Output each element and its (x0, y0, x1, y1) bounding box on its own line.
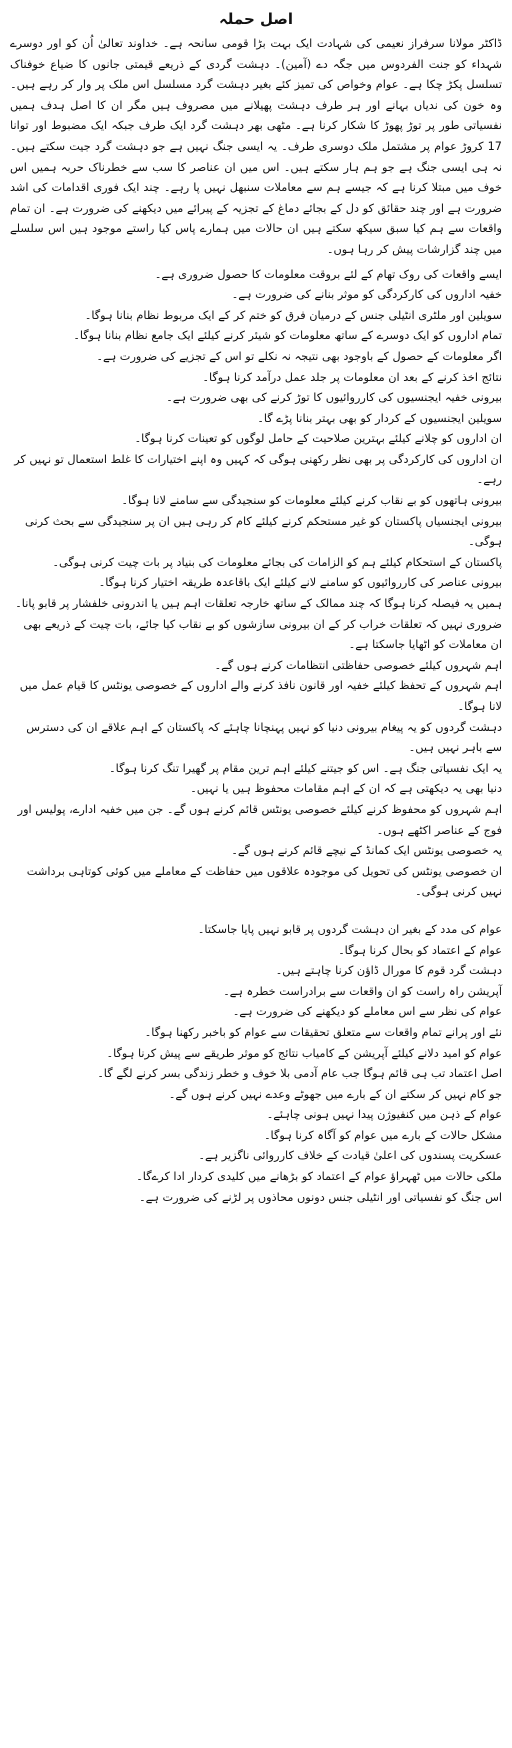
recommendation-10: ان اداروں کی کارکردگی پر بھی نظر رکھنی ہوگی کہ کہیں وہ اپنے اختیارات کا غلط استعمال تو نہیں کر رہے۔ (14, 452, 502, 487)
recommendation-3: سویلین اور ملٹری انٹیلی جنس کے درمیان فرق کو ختم کر کے ایک مربوط نظام بنانا ہوگا۔ (84, 308, 502, 322)
recommendation-19: دہشت گردوں کو یہ پیغام بیرونی دنیا کو نہیں پہنچانا چاہئے کہ پاکستان کے اہم علاقے ان کی دسترس سے باہر نہیں ہیں۔ (26, 720, 502, 755)
recommendation-36: عسکریت پسندوں کی اعلیٰ قیادت کے خلاف کارروائی ناگزیر ہے۔ (198, 1149, 502, 1163)
recommendation-4: تمام اداروں کو ایک دوسرے کے ساتھ معلومات کو شیئر کرنے کیلئے ایک جامع نظام بنانا ہوگا۔ (73, 329, 502, 343)
recommendation-18: اہم شہروں کے تحفظ کیلئے خفیہ اور قانون نافذ کرنے والے اداروں کے خصوصی یونٹس کا قیام عمل میں لانا ہوگا۔ (19, 679, 502, 713)
recommendation-38: اس جنگ کو نفسیاتی اور انٹیلی جنس دونوں محاذوں پر لڑنے کی ضرورت ہے۔ (139, 1190, 502, 1204)
section-gap (10, 903, 502, 920)
recommendation-35: مشکل حالات کے بارے میں عوام کو آگاہ کرنا ہوگا۔ (263, 1128, 502, 1142)
recommendation-30: نئے اور پرانے تمام واقعات سے متعلق تحقیقات سے عوام کو باخبر رکھنا ہوگا۔ (144, 1025, 502, 1039)
recommendation-28: آپریشن راہ راست کو ان واقعات سے برادراست خطرہ ہے۔ (223, 984, 502, 998)
recommendation-16: ضروری نہیں کہ تعلقات خراب کر کے ان بیرونی سازشوں کو بے نقاب کیا جائے، بات چیت کے ذریعے بھی ان معاملات کو اٹھایا جاسکتا ہے۔ (23, 617, 502, 652)
recommendation-31: عوام کو امید دلانے کیلئے آپریشن کے کامیاب نتائج کو موثر طریقے سے پیش کرنا ہوگا۔ (106, 1046, 502, 1060)
recommendation-14: بیرونی عناصر کی کارروائیوں کو سامنے لانے کیلئے ایک باقاعدہ طریقہ اختیار کرنا ہوگا۔ (98, 576, 502, 590)
recommendation-15: ہمیں یہ فیصلہ کرنا ہوگا کہ چند ممالک کے ساتھ خارجہ تعلقات اہم ہیں یا اندرونی خلفشار پر قابو پانا۔ (15, 597, 502, 611)
recommendation-34: عوام کے ذہن میں کنفیوژن پیدا نہیں ہونی چاہئے۔ (266, 1108, 502, 1122)
recommendation-7: بیرونی خفیہ ایجنسیوں کی کارروائیوں کا توڑ کرنے کی بھی ضرورت ہے۔ (166, 391, 502, 405)
recommendation-20: یہ ایک نفسیاتی جنگ ہے۔ اس کو جیتنے کیلئے اہم ترین مقام پر گھیرا تنگ کرنا ہوگا۔ (109, 761, 502, 775)
recommendation-5: اگر معلومات کے حصول کے باوجود بھی نتیجہ نہ نکلے تو اس کے تجزیے کی ضرورت ہے۔ (96, 349, 502, 363)
recommendation-24: ان خصوصی یونٹس کی تحویل کی موجودہ علاقوں میں حفاظت کے معاملے میں کوئی کوتاہی برداشت نہیں کرنی ہوگی۔ (26, 864, 502, 899)
recommendation-6: نتائج اخذ کرنے کے بعد ان معلومات پر جلد عمل درآمد کرنا ہوگا۔ (202, 370, 502, 384)
recommendation-25: عوام کی مدد کے بغیر ان دہشت گردوں پر قابو نہیں پایا جاسکتا۔ (197, 922, 502, 936)
recommendation-37: ملکی حالات میں ٹھہراؤ عوام کے اعتماد کو بڑھانے میں کلیدی کردار ادا کرےگا۔ (136, 1170, 502, 1184)
recommendation-list (10, 265, 502, 1209)
recommendation-17: اہم شہروں کیلئے خصوصی حفاظتی انتظامات کرنے ہوں گے۔ (214, 658, 502, 672)
recommendation-27: دہشت گرد قوم کا مورال ڈاؤن کرنا چاہتے ہیں۔ (275, 964, 502, 978)
recommendation-26: عوام کے اعتماد کو بحال کرنا ہوگا۔ (338, 943, 502, 957)
recommendation-8: سویلین ایجنسیوں کے کردار کو بھی بہتر بنانا پڑے گا۔ (257, 411, 502, 425)
recommendation-33: جو کام نہیں کر سکتے ان کے بارے میں جھوٹے وعدے نہیں کرنے ہوں گے۔ (168, 1087, 502, 1101)
recommendation-29: عوام کی نظر سے اس معاملے کو دیکھنے کی ضرورت ہے۔ (232, 1005, 502, 1019)
recommendation-1: ایسے واقعات کی روک تھام کے لئے بروقت معلومات کا حصول ضروری ہے۔ (154, 267, 502, 281)
recommendation-21: دنیا بھی یہ دیکھتی ہے کہ ان کے اہم مقامات محفوظ ہیں یا نہیں۔ (190, 782, 502, 796)
recommendation-22: اہم شہروں کو محفوظ کرنے کیلئے خصوصی یونٹس قائم کرنے ہوں گے۔ جن میں خفیہ ادارے، پولیس اور فوج کے عناصر اکٹھے ہوں۔ (17, 802, 502, 837)
article-title: اصل حملہ (218, 10, 294, 28)
recommendation-32: اصل اعتماد تب ہی قائم ہوگا جب عام آدمی بلا خوف و خطر زندگی بسر کرنے لگے گا۔ (97, 1067, 502, 1081)
article-intro: ڈاکٹر مولانا سرفراز نعیمی کی شہادت ایک بہت بڑا قومی سانحہ ہے۔ خداوند تعالیٰ اُن کو اور دوسرے شہداء کو جنت الفردوس میں جگہ دے (آمین)۔ دہشت گردی کے ذریعے قیمتی جانوں کا ضیاع خوفناک تسلسل پکڑ چکا ہے۔ عوام وخواص کی تمیز کئے بغیر دہشت گرد مسلسل اس ملک پر وار کر رہے ہیں۔ وہ خون کی ندیاں بہانے اور ہر طرف دہشت پھیلانے میں مصروف ہیں مگر ان کا اصل ہدف ہمیں نفسیاتی طور پر توڑ پھوڑ کا شکار کرنا ہے۔ مٹھی بھر دہشت گرد ایک طرف جبکہ ایک مضبوط اور توانا 17 کروڑ عوام پر مشتمل ملک دوسری طرف۔ یہ ایسی جنگ نہیں ہے جو دہشت گرد جیت سکتے ہیں۔ نہ ہی ایسی جنگ ہے جو ہم ہار سکتے ہیں۔ اس میں ان عناصر کا سب سے خطرناک حربہ ہمیں اس خوف میں مبتلا کرنا ہے کہ جیسے ہم سے معاملات سنبھل نہیں پا رہے۔ چند ایک فوری اقدامات کی اشد ضرورت ہے اور چند حقائق کو دل کے بجائے دماغ کے تجزیہ کے پیرائے میں دیکھنے کی ضرورت ہے۔ ان تمام واقعات سے ہم کیا سبق سیکھ سکتے ہیں ان حالات میں ہمارے پاس کیا راستے موجود ہیں اس سلسلے میں چند گزارشات پیش کر رہا ہوں۔ (10, 37, 502, 256)
recommendation-13: پاکستان کے استحکام کیلئے ہم کو الزامات کی بجائے معلومات کی بنیاد پر بات چیت کرنی ہوگی۔ (52, 555, 502, 569)
recommendation-9: ان اداروں کو چلانے کیلئے بہترین صلاحیت کے حامل لوگوں کو تعینات کرنا ہوگا۔ (134, 432, 502, 446)
recommendation-11: بیرونی ہاتھوں کو بے نقاب کرنے کیلئے معلومات کو سنجیدگی سے سامنے لانا ہوگا۔ (121, 494, 502, 508)
recommendation-12: بیرونی ایجنسیاں پاکستان کو غیر مستحکم کرنے کیلئے کام کر رہی ہیں ان پر سنجیدگی سے بحث کرنی ہوگی۔ (25, 514, 502, 549)
recommendation-23: یہ خصوصی یونٹس ایک کمانڈ کے نیچے قائم کرنے ہوں گے۔ (231, 844, 502, 858)
recommendation-2: خفیہ اداروں کی کارکردگی کو موثر بنانے کی ضرورت ہے۔ (231, 288, 502, 302)
